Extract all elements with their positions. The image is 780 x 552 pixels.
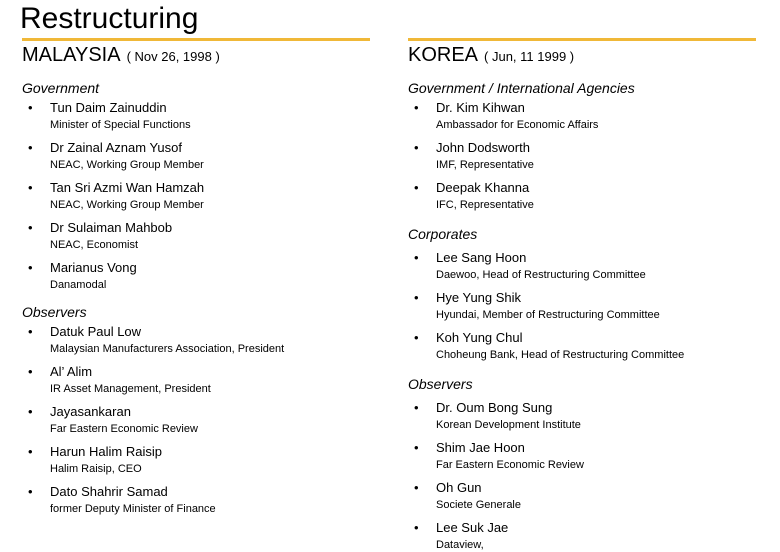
- bullet-icon: •: [28, 260, 33, 275]
- person-role: IR Asset Management, President: [50, 383, 211, 395]
- list-item: [408, 330, 756, 362]
- person-role: Ambassador for Economic Affairs: [436, 119, 599, 131]
- person-name: Dr Zainal Aznam Yusof: [50, 140, 182, 155]
- list-item: [408, 180, 756, 212]
- list-item: [22, 324, 370, 356]
- country-date: ( Jun, 11 1999 ): [484, 49, 575, 64]
- person-role: Dataview,: [436, 539, 484, 551]
- list-item: [22, 404, 370, 436]
- person-name: Marianus Vong: [50, 260, 137, 275]
- bullet-icon: •: [414, 330, 419, 345]
- person-name: John Dodsworth: [436, 140, 530, 155]
- list-item: [22, 140, 370, 172]
- bullet-icon: •: [414, 100, 419, 115]
- person-name: Shim Jae Hoon: [436, 440, 525, 455]
- person-name: Koh Yung Chul: [436, 330, 523, 345]
- list-item: [408, 290, 756, 322]
- list-item: [22, 364, 370, 396]
- person-name: Al’ Alim: [50, 364, 93, 379]
- bullet-icon: •: [414, 180, 419, 195]
- person-name: Lee Sang Hoon: [436, 250, 527, 265]
- person-name: Dato Shahrir Samad: [50, 484, 168, 499]
- list-item: [408, 520, 756, 552]
- person-role: Choheung Bank, Head of Restructuring Committee: [436, 349, 685, 361]
- bullet-icon: •: [414, 290, 419, 305]
- person-name: Deepak Khanna: [436, 180, 530, 195]
- accent-rule: [408, 38, 756, 41]
- list-item: [408, 400, 756, 432]
- bullet-icon: •: [28, 140, 33, 155]
- list-item: [22, 100, 370, 132]
- list-item: [408, 250, 756, 282]
- bullet-icon: •: [28, 404, 33, 419]
- person-role: Malaysian Manufacturers Association, President: [50, 343, 285, 355]
- person-role: Daewoo, Head of Restructuring Committee: [436, 269, 646, 281]
- bullet-icon: •: [28, 100, 33, 115]
- bullet-icon: •: [414, 520, 419, 535]
- bullet-icon: •: [414, 250, 419, 265]
- person-name: Dr. Kim Kihwan: [436, 100, 525, 115]
- bullet-icon: •: [28, 484, 33, 499]
- person-role: Societe Generale: [436, 499, 521, 511]
- section-label-corporates: Corporates: [408, 226, 478, 242]
- list-item: [22, 484, 370, 516]
- person-role: Danamodal: [50, 279, 107, 291]
- person-role: Hyundai, Member of Restructuring Committee: [436, 309, 660, 321]
- bullet-icon: •: [414, 440, 419, 455]
- section-label-observers: Observers: [22, 304, 87, 320]
- accent-rule: [22, 38, 370, 41]
- list-item: [408, 480, 756, 512]
- bullet-icon: •: [414, 480, 419, 495]
- person-name: Hye Yung Shik: [436, 290, 522, 305]
- section-label-government: Government / International Agencies: [408, 80, 635, 96]
- bullet-icon: •: [28, 444, 33, 459]
- person-role: Minister of Special Functions: [50, 119, 191, 131]
- bullet-icon: •: [414, 140, 419, 155]
- bullet-icon: •: [414, 400, 419, 415]
- list-item: [408, 100, 756, 132]
- country-heading: [22, 44, 370, 68]
- list-item: [22, 220, 370, 252]
- person-role: former Deputy Minister of Finance: [50, 503, 216, 515]
- person-role: NEAC, Economist: [50, 239, 139, 251]
- person-name: Tan Sri Azmi Wan Hamzah: [50, 180, 205, 195]
- bullet-icon: •: [28, 180, 33, 195]
- person-name: Dr Sulaiman Mahbob: [50, 220, 173, 235]
- bullet-icon: •: [28, 324, 33, 339]
- country-heading: [408, 44, 756, 68]
- malaysia-column: [22, 38, 370, 516]
- person-role: Far Eastern Economic Review: [436, 459, 584, 471]
- person-role: NEAC, Working Group Member: [50, 199, 204, 211]
- bullet-icon: •: [28, 364, 33, 379]
- person-role: Korean Development Institute: [436, 419, 581, 431]
- person-role: Far Eastern Economic Review: [50, 423, 198, 435]
- person-name: Jayasankaran: [50, 404, 131, 419]
- section-label-government: Government: [22, 80, 100, 96]
- page-title: Restructuring: [20, 2, 199, 35]
- person-name: Oh Gun: [436, 480, 482, 495]
- person-role: IFC, Representative: [436, 199, 534, 211]
- person-role: IMF, Representative: [436, 159, 534, 171]
- person-name: Datuk Paul Low: [50, 324, 142, 339]
- person-name: Tun Daim Zainuddin: [50, 100, 167, 115]
- person-role: NEAC, Working Group Member: [50, 159, 204, 171]
- list-item: [408, 440, 756, 472]
- list-item: [408, 140, 756, 172]
- country-name: KOREA: [408, 44, 479, 66]
- country-name: MALAYSIA: [22, 44, 121, 66]
- person-name: Lee Suk Jae: [436, 520, 509, 535]
- bullet-icon: •: [28, 220, 33, 235]
- list-item: [22, 180, 370, 212]
- list-item: [22, 444, 370, 476]
- section-label-observers: Observers: [408, 376, 473, 392]
- person-name: Dr. Oum Bong Sung: [436, 400, 553, 415]
- country-date: ( Nov 26, 1998 ): [126, 49, 220, 64]
- person-name: Harun Halim Raisip: [50, 444, 162, 459]
- korea-column: [408, 38, 756, 552]
- person-role: Halim Raisip, CEO: [50, 463, 142, 475]
- list-item: [22, 260, 370, 292]
